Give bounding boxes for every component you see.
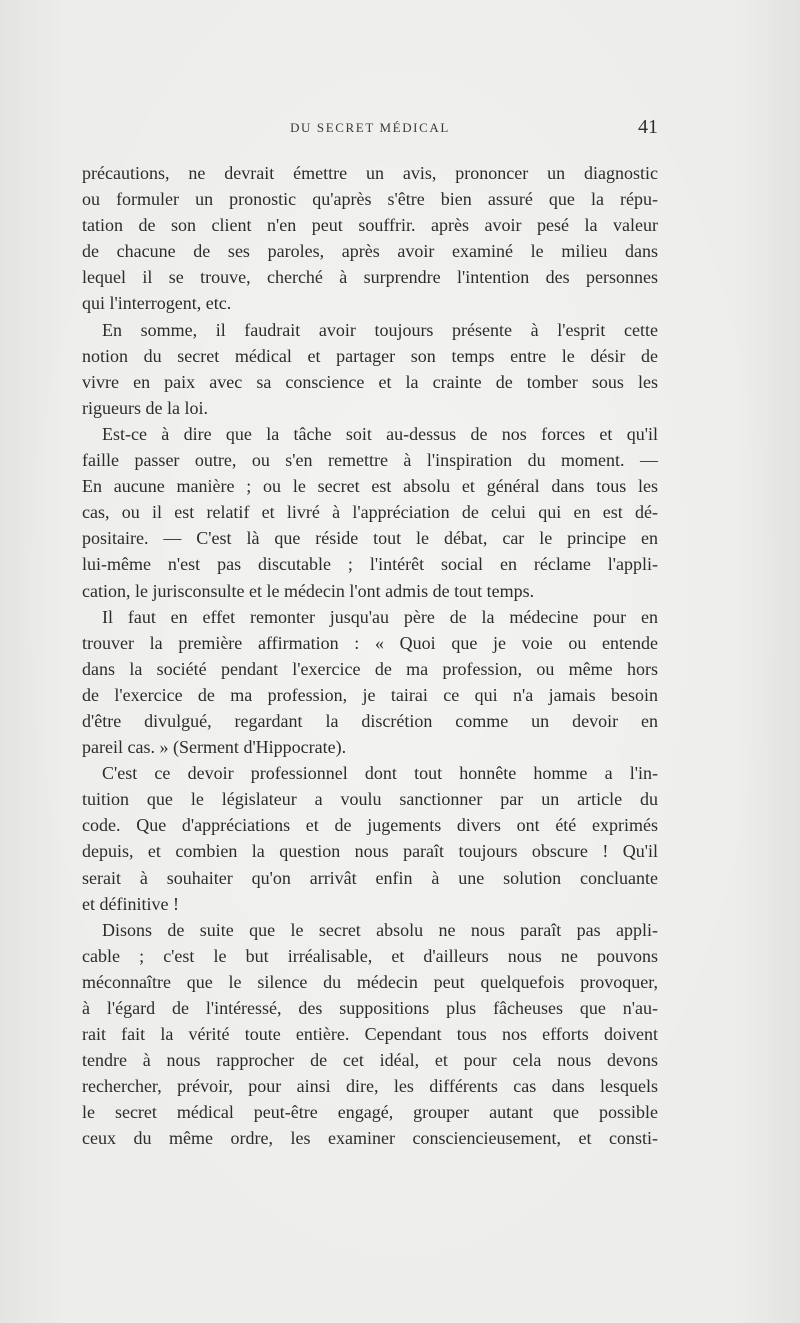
text-line: tation de son client n'en peut souffrir. après avoir pesé la valeur xyxy=(82,215,658,236)
text-line: cation, le jurisconsulte et le médecin l'ont admis de tout temps. xyxy=(82,580,535,601)
text-line: méconnaître que le silence du médecin peut quelquefois provoquer, xyxy=(82,971,658,992)
running-title: DU SECRET MÉDICAL xyxy=(290,120,450,135)
text-line: rigueurs de la loi. xyxy=(82,397,208,418)
text-line: cable ; c'est le but irréalisable, et d'ailleurs nous ne pouvons xyxy=(82,945,658,966)
text-line: tuition que le législateur a voulu sanctionner par un article du xyxy=(82,789,658,810)
text-line: le secret médical peut-être engagé, grouper autant que possible xyxy=(82,1102,658,1123)
text-line: trouver la première affirmation : « Quoi que je voie ou entende xyxy=(82,632,658,653)
text-line: qui l'interrogent, etc. xyxy=(82,293,232,314)
text-line: C'est ce devoir professionnel dont tout honnête homme a l'in- xyxy=(102,763,658,784)
text-line: dans la société pendant l'exercice de ma profession, ou même hors xyxy=(82,658,658,679)
text-line: de l'exercice de ma profession, je tairai ce qui n'a jamais besoin xyxy=(82,684,658,705)
text-line: code. Que d'appréciations et de jugements divers ont été exprimés xyxy=(82,815,658,836)
text-line: précautions, ne devrait émettre un avis, prononcer un diagnostic xyxy=(82,163,658,183)
text-line: pareil cas. » (Serment d'Hippocrate). xyxy=(82,737,347,758)
text-line: rait fait la vérité toute entière. Cependant tous nos efforts doivent xyxy=(82,1024,658,1045)
text-line: vivre en paix avec sa conscience et la crainte de tomber sous les xyxy=(82,371,658,392)
text-line: notion du secret médical et partager son temps entre le désir de xyxy=(82,345,658,366)
running-head xyxy=(82,116,658,142)
text-line: d'être divulgué, regardant la discrétion comme un devoir en xyxy=(82,710,658,731)
text-line: rechercher, prévoir, pour ainsi dire, les différents cas dans lesquels xyxy=(82,1076,658,1097)
text-line: En somme, il faudrait avoir toujours présente à l'esprit cette xyxy=(102,319,658,340)
text-line: faille passer outre, ou s'en remettre à l'inspiration du moment. — xyxy=(82,450,658,471)
text-line: Il faut en effet remonter jusqu'au père de la médecine pour en xyxy=(102,606,658,627)
body-text xyxy=(82,160,658,1152)
text-line: et définitive ! xyxy=(82,893,179,914)
text-line: tendre à nous rapprocher de cet idéal, et pour cela nous devons xyxy=(82,1050,658,1071)
page-number: 41 xyxy=(638,116,658,138)
text-line: serait à souhaiter qu'on arrivât enfin à une solution concluante xyxy=(82,867,658,888)
text-line: lui-même n'est pas discutable ; l'intérêt social en réclame l'appli- xyxy=(82,554,658,575)
text-line: à l'égard de l'intéressé, des suppositions plus fâcheuses que n'au- xyxy=(82,998,658,1018)
text-line: En aucune manière ; ou le secret est absolu et général dans tous les xyxy=(82,476,658,497)
text-line: cas, ou il est relatif et livré à l'appréciation de celui qui en est dé- xyxy=(82,502,658,523)
text-line: positaire. — C'est là que réside tout le débat, car le principe en xyxy=(82,528,658,549)
text-line: Disons de suite que le secret absolu ne nous paraît pas appli- xyxy=(102,919,658,940)
text-line: ceux du même ordre, les examiner consciencieusement, et consti- xyxy=(82,1128,658,1149)
text-line: Est-ce à dire que la tâche soit au-dessus de nos forces et qu'il xyxy=(102,423,658,444)
text-line: de chacune de ses paroles, après avoir examiné le milieu dans xyxy=(82,241,658,262)
text-line: ou formuler un pronostic qu'après s'être bien assuré que la répu- xyxy=(82,189,658,210)
text-line: depuis, et combien la question nous paraît toujours obscure ! Qu'il xyxy=(82,841,658,862)
text-line: lequel il se trouve, cherché à surprendre l'intention des personnes xyxy=(82,267,658,288)
